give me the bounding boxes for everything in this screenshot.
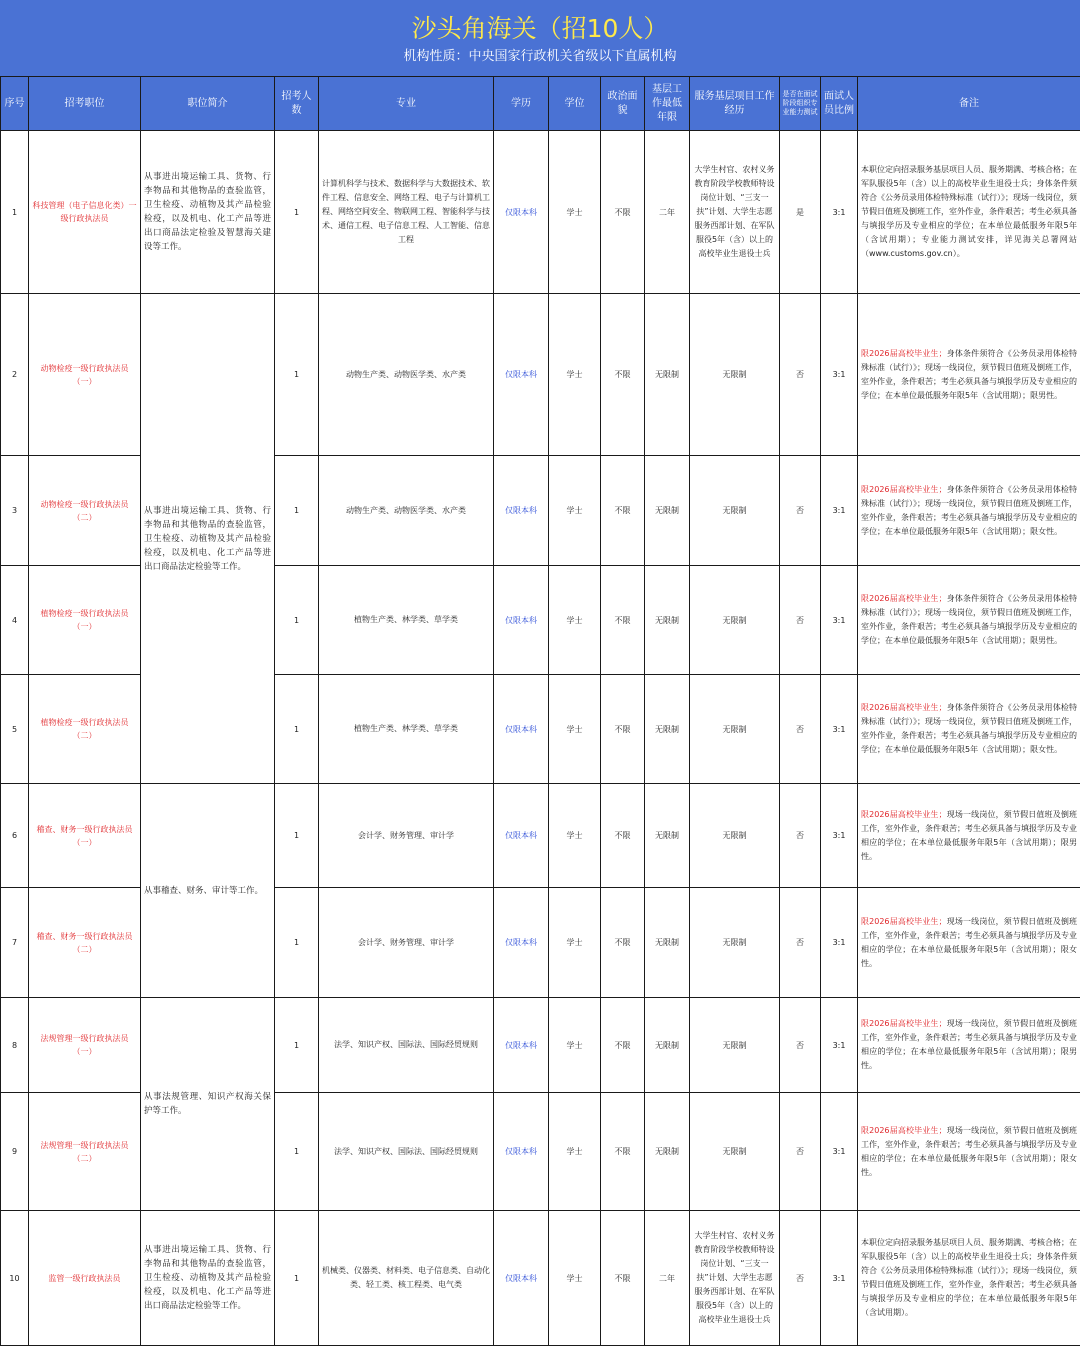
col-header-exp: 服务基层项目工作经历 (690, 77, 780, 131)
col-header-politics: 政治面貌 (601, 77, 645, 131)
cell-position: 法规管理一级行政执法员（一） (29, 998, 141, 1093)
cell-no: 1 (1, 131, 29, 294)
cell-no: 2 (1, 294, 29, 456)
cell-edu: 仅限本科 (494, 784, 549, 888)
cell-no: 5 (1, 675, 29, 784)
cell-exp: 无限制 (690, 784, 780, 888)
cell-note (858, 131, 1080, 294)
cell-years: 无限制 (645, 784, 690, 888)
col-header-test: 是否在面试阶段组织专业能力测试 (780, 77, 821, 131)
cell-exp: 大学生村官、农村义务教育阶段学校教师特设岗位计划、“三支一扶”计划、大学生志愿服务西部计划、在军队服役5年（含）以上的高校毕业生退役士兵 (690, 131, 780, 294)
cell-intro: 从事进出境运输工具、货物、行李物品和其他物品的查验监管，卫生检疫、动植物及其产品检验检疫，以及机电、化工产品等进出口商品法定检验及智慧海关建设等工作。 (141, 131, 275, 294)
cell-note (858, 784, 1080, 888)
cell-test: 否 (780, 784, 821, 888)
cell-major: 会计学、财务管理、审计学 (319, 784, 494, 888)
cell-count: 1 (275, 675, 319, 784)
cell-note (858, 1211, 1080, 1346)
cell-years: 无限制 (645, 675, 690, 784)
cell-position: 监管一级行政执法员 (29, 1211, 141, 1346)
cell-note (858, 456, 1080, 566)
cell-politics: 不限 (601, 1093, 645, 1211)
cell-test: 否 (780, 1093, 821, 1211)
cell-position: 植物检疫一级行政执法员（一） (29, 566, 141, 675)
col-header-major: 专业 (319, 77, 494, 131)
cell-no: 10 (1, 1211, 29, 1346)
cell-years: 无限制 (645, 456, 690, 566)
cell-note (858, 566, 1080, 675)
cell-degree: 学士 (549, 888, 601, 998)
cell-exp: 大学生村官、农村义务教育阶段学校教师特设岗位计划、“三支一扶”计划、大学生志愿服务西部计划、在军队服役5年（含）以上的高校毕业生退役士兵 (690, 1211, 780, 1346)
page-title: 沙头角海关（招10人） (411, 14, 669, 43)
cell-years: 无限制 (645, 888, 690, 998)
cell-major: 法学、知识产权、国际法、国际经贸规则 (319, 998, 494, 1093)
cell-major: 动物生产类、动物医学类、水产类 (319, 294, 494, 456)
cell-test: 否 (780, 888, 821, 998)
note-text: 现场一线岗位，须节假日值班及倒班工作，室外作业，条件艰苦；考生必须具备与填报学历及专业相应的学位；在本单位最低服务年限5年（含试用期）；限男性。 (861, 809, 1078, 861)
cell-position: 稽查、财务一级行政执法员（二） (29, 888, 141, 998)
cell-count: 1 (275, 131, 319, 294)
col-header-count: 招考人数 (275, 77, 319, 131)
cell-degree: 学士 (549, 998, 601, 1093)
cell-ratio: 3:1 (821, 1093, 858, 1211)
cell-intro: 从事法规管理、知识产权海关保护等工作。 (141, 998, 275, 1211)
cell-test: 否 (780, 998, 821, 1093)
cell-ratio: 3:1 (821, 675, 858, 784)
cell-position: 动物检疫一级行政执法员（一） (29, 294, 141, 456)
cell-ratio: 3:1 (821, 456, 858, 566)
note-text: 身体条件须符合《公务员录用体检特殊标准（试行）》；现场一线岗位，须节假日值班及倒班工作，室外作业，条件艰苦；考生必须具备与填报学历及专业相应的学位；在本单位最低服务年限5年（含试用期）；限女性。 (861, 484, 1078, 536)
cell-ratio: 3:1 (821, 1211, 858, 1346)
cell-major: 植物生产类、林学类、草学类 (319, 675, 494, 784)
cell-exp: 无限制 (690, 456, 780, 566)
cell-ratio: 3:1 (821, 131, 858, 294)
cell-count: 1 (275, 1211, 319, 1346)
cell-no: 6 (1, 784, 29, 888)
note-text: 现场一线岗位，须节假日值班及倒班工作，室外作业，条件艰苦；考生必须具备与填报学历及专业相应的学位；在本单位最低服务年限5年（含试用期）；限女性。 (861, 916, 1078, 968)
cell-note (858, 998, 1080, 1093)
cell-exp: 无限制 (690, 675, 780, 784)
cell-major: 计算机科学与技术、数据科学与大数据技术、软件工程、信息安全、网络工程、电子与计算机工程、网络空间安全、物联网工程、智能科学与技术、通信工程、电子信息工程、人工智能、信息工程 (319, 131, 494, 294)
col-header-note: 备注 (858, 77, 1080, 131)
cell-degree: 学士 (549, 1093, 601, 1211)
table-row (1, 1211, 1080, 1346)
cell-degree: 学士 (549, 1211, 601, 1346)
cell-years: 无限制 (645, 1093, 690, 1211)
cell-degree: 学士 (549, 566, 601, 675)
cell-politics: 不限 (601, 1211, 645, 1346)
cell-edu: 仅限本科 (494, 675, 549, 784)
cell-count: 1 (275, 888, 319, 998)
col-header-intro: 职位简介 (141, 77, 275, 131)
page-subtitle: 机构性质：中央国家行政机关省级以下直属机构 (403, 49, 677, 64)
cell-ratio: 3:1 (821, 784, 858, 888)
cell-politics: 不限 (601, 456, 645, 566)
cell-no: 8 (1, 998, 29, 1093)
cell-no: 3 (1, 456, 29, 566)
cell-exp: 无限制 (690, 998, 780, 1093)
note-highlight: 限2026届高校毕业生； (861, 594, 947, 603)
table-row (1, 131, 1080, 294)
col-header-no: 序号 (1, 77, 29, 131)
col-header-ratio: 面试人员比例 (821, 77, 858, 131)
positions-table (0, 76, 1080, 1346)
note-text: 身体条件须符合《公务员录用体检特殊标准（试行）》；现场一线岗位，须节假日值班及倒班工作，室外作业，条件艰苦；考生必须具备与填报学历及专业相应的学位；在本单位最低服务年限5年（含试用期）；限男性。 (861, 594, 1078, 645)
header-banner (0, 0, 1080, 76)
cell-ratio: 3:1 (821, 294, 858, 456)
cell-note (858, 294, 1080, 456)
cell-intro: 从事稽查、财务、审计等工作。 (141, 784, 275, 998)
cell-note (858, 1093, 1080, 1211)
cell-edu: 仅限本科 (494, 1093, 549, 1211)
cell-major: 机械类、仪器类、材料类、电子信息类、自动化类、轻工类、核工程类、电气类 (319, 1211, 494, 1346)
cell-exp: 无限制 (690, 1093, 780, 1211)
note-highlight: 限2026届高校毕业生； (861, 916, 947, 926)
cell-position: 科技管理（电子信息化类）一级行政执法员 (29, 131, 141, 294)
cell-politics: 不限 (601, 675, 645, 784)
cell-degree: 学士 (549, 131, 601, 294)
cell-years: 无限制 (645, 294, 690, 456)
cell-major: 会计学、财务管理、审计学 (319, 888, 494, 998)
cell-edu: 仅限本科 (494, 888, 549, 998)
cell-edu: 仅限本科 (494, 456, 549, 566)
cell-note (858, 675, 1080, 784)
col-header-degree: 学位 (549, 77, 601, 131)
note-text: 现场一线岗位，须节假日值班及倒班工作，室外作业，条件艰苦；考生必须具备与填报学历及专业相应的学位；在本单位最低服务年限5年（含试用期）；限女性。 (861, 1125, 1078, 1177)
cell-position: 植物检疫一级行政执法员（二） (29, 675, 141, 784)
cell-intro: 从事进出境运输工具、货物、行李物品和其他物品的查验监管，卫生检疫、动植物及其产品检验检疫，以及机电、化工产品等进出口商品法定检验等工作。 (141, 294, 275, 784)
cell-major: 植物生产类、林学类、草学类 (319, 566, 494, 675)
cell-edu: 仅限本科 (494, 998, 549, 1093)
note-highlight: 限2026届高校毕业生； (861, 484, 947, 494)
col-header-edu: 学历 (494, 77, 549, 131)
cell-politics: 不限 (601, 566, 645, 675)
cell-edu: 仅限本科 (494, 131, 549, 294)
cell-count: 1 (275, 1093, 319, 1211)
cell-exp: 无限制 (690, 888, 780, 998)
table-header-row (1, 77, 1080, 131)
cell-test: 否 (780, 294, 821, 456)
cell-test: 否 (780, 566, 821, 675)
cell-position: 法规管理一级行政执法员（二） (29, 1093, 141, 1211)
cell-count: 1 (275, 998, 319, 1093)
cell-no: 7 (1, 888, 29, 998)
col-header-years: 基层工作最低年限 (645, 77, 690, 131)
cell-exp: 无限制 (690, 566, 780, 675)
table-row (1, 294, 1080, 456)
cell-politics: 不限 (601, 131, 645, 294)
note-text: 本职位定向招录服务基层项目人员、服务期满、考核合格；在军队服役5年（含）以上的高校毕业生退役士兵；身体条件须符合《公务员录用体检特殊标准（试行）》；现场一线岗位，须节假日值班及倒班工作，室外作业，条件艰苦；考生必须具备与填报学历及专业相应的学位；在本单位最低服务年限5年（含试用期）；专业能力测试安排，详见海关总署网站（www.customs.gov.cn）。 (861, 165, 1077, 258)
cell-politics: 不限 (601, 294, 645, 456)
note-text: 身体条件须符合《公务员录用体检特殊标准（试行）》；现场一线岗位，须节假日值班及倒班工作，室外作业，条件艰苦；考生必须具备与填报学历及专业相应的学位；在本单位最低服务年限5年（含试用期）；限女性。 (861, 703, 1078, 754)
cell-test: 否 (780, 456, 821, 566)
cell-years: 无限制 (645, 566, 690, 675)
cell-ratio: 3:1 (821, 566, 858, 675)
cell-edu: 仅限本科 (494, 1211, 549, 1346)
cell-edu: 仅限本科 (494, 294, 549, 456)
cell-politics: 不限 (601, 998, 645, 1093)
cell-no: 9 (1, 1093, 29, 1211)
note-text: 现场一线岗位，须节假日值班及倒班工作，室外作业，条件艰苦；考生必须具备与填报学历及专业相应的学位；在本单位最低服务年限5年（含试用期）；限男性。 (861, 1019, 1078, 1070)
cell-degree: 学士 (549, 675, 601, 784)
cell-years: 无限制 (645, 998, 690, 1093)
cell-years: 二年 (645, 1211, 690, 1346)
note-highlight: 限2026届高校毕业生； (861, 1019, 947, 1028)
note-highlight: 限2026届高校毕业生； (861, 348, 947, 358)
cell-test: 是 (780, 131, 821, 294)
cell-position: 稽查、财务一级行政执法员（一） (29, 784, 141, 888)
cell-count: 1 (275, 294, 319, 456)
cell-count: 1 (275, 784, 319, 888)
cell-intro: 从事进出境运输工具、货物、行李物品和其他物品的查验监管，卫生检疫、动植物及其产品检验检疫，以及机电、化工产品等进出口商品法定检验等工作。 (141, 1211, 275, 1346)
col-header-position: 招考职位 (29, 77, 141, 131)
cell-politics: 不限 (601, 784, 645, 888)
cell-degree: 学士 (549, 456, 601, 566)
note-text: 身体条件须符合《公务员录用体检特殊标准（试行）》；现场一线岗位，须节假日值班及倒班工作，室外作业，条件艰苦；考生必须具备与填报学历及专业相应的学位；在本单位最低服务年限5年（含试用期）；限男性。 (861, 348, 1078, 400)
cell-edu: 仅限本科 (494, 566, 549, 675)
cell-ratio: 3:1 (821, 888, 858, 998)
cell-no: 4 (1, 566, 29, 675)
cell-years: 二年 (645, 131, 690, 294)
note-highlight: 限2026届高校毕业生； (861, 809, 947, 819)
cell-major: 法学、知识产权、国际法、国际经贸规则 (319, 1093, 494, 1211)
table-row (1, 784, 1080, 888)
cell-degree: 学士 (549, 784, 601, 888)
cell-position: 动物检疫一级行政执法员（二） (29, 456, 141, 566)
note-highlight: 限2026届高校毕业生； (861, 703, 947, 712)
note-highlight: 限2026届高校毕业生； (861, 1125, 947, 1135)
cell-count: 1 (275, 456, 319, 566)
cell-politics: 不限 (601, 888, 645, 998)
cell-ratio: 3:1 (821, 998, 858, 1093)
table-row (1, 998, 1080, 1093)
cell-degree: 学士 (549, 294, 601, 456)
cell-major: 动物生产类、动物医学类、水产类 (319, 456, 494, 566)
note-text: 本职位定向招录服务基层项目人员、服务期满、考核合格；在军队服役5年（含）以上的高校毕业生退役士兵；身体条件须符合《公务员录用体检特殊标准（试行）》；现场一线岗位，须节假日值班及倒班工作，室外作业，条件艰苦；考生必须具备与填报学历及专业相应的学位；在本单位最低服务年限5年（含试用期）。 (861, 1238, 1077, 1317)
cell-count: 1 (275, 566, 319, 675)
cell-test: 否 (780, 1211, 821, 1346)
cell-test: 否 (780, 675, 821, 784)
cell-exp: 无限制 (690, 294, 780, 456)
cell-note (858, 888, 1080, 998)
